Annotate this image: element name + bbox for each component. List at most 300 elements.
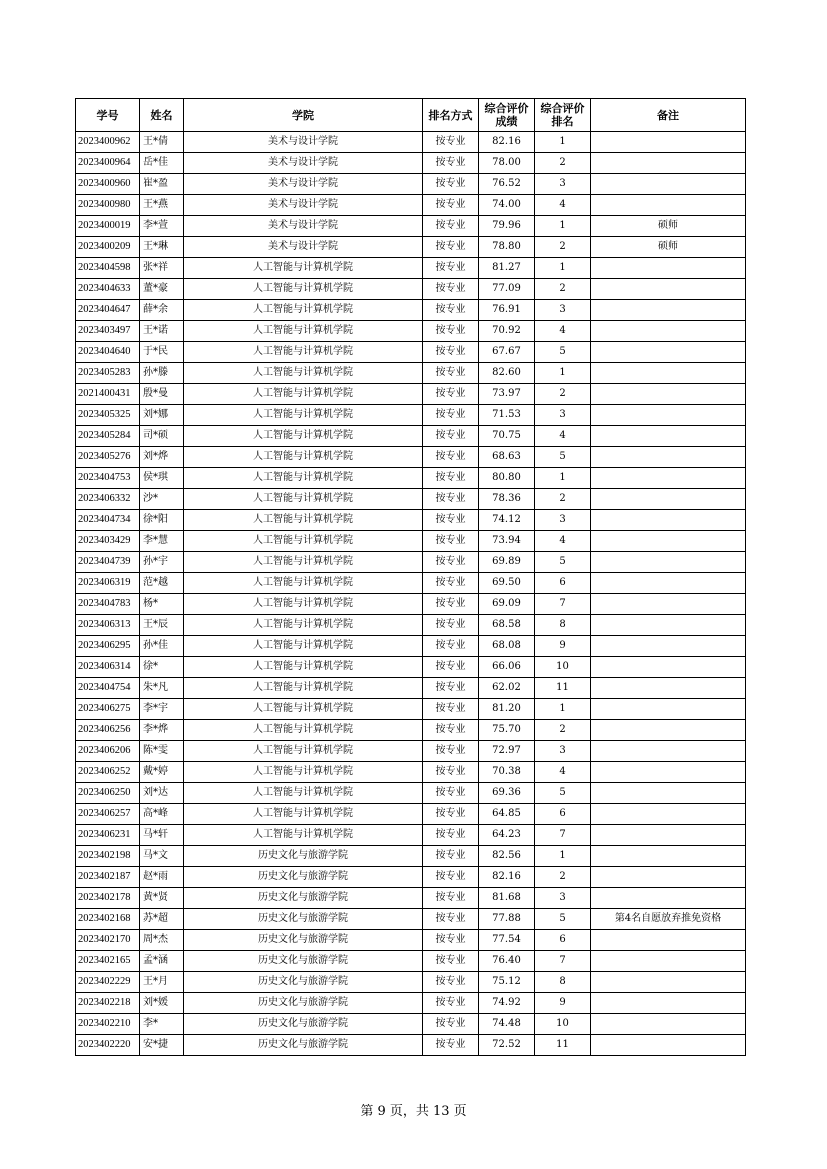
table-row (76, 699, 746, 720)
ranking-method-cell: 按专业 (423, 741, 479, 762)
college-cell: 人工智能与计算机学院 (184, 426, 423, 447)
student-id-cell: 2023400980 (76, 195, 140, 216)
student-id-cell: 2023402168 (76, 909, 140, 930)
remarks-cell (591, 510, 746, 531)
rank-cell: 1 (535, 468, 591, 489)
score-cell: 78.36 (479, 489, 535, 510)
student-id-cell: 2023400964 (76, 153, 140, 174)
student-name-cell: 岳*佳 (140, 153, 184, 174)
student-name-cell: 侯*琪 (140, 468, 184, 489)
rank-cell: 6 (535, 573, 591, 594)
ranking-method-cell: 按专业 (423, 825, 479, 846)
student-name-cell: 朱*凡 (140, 678, 184, 699)
rank-cell: 3 (535, 405, 591, 426)
college-cell: 历史文化与旅游学院 (184, 909, 423, 930)
score-cell: 68.58 (479, 615, 535, 636)
ranking-method-cell: 按专业 (423, 993, 479, 1014)
table-row (76, 300, 746, 321)
college-cell: 人工智能与计算机学院 (184, 405, 423, 426)
ranking-method-cell: 按专业 (423, 195, 479, 216)
score-cell: 74.92 (479, 993, 535, 1014)
student-name-cell: 董*豪 (140, 279, 184, 300)
table-row (76, 174, 746, 195)
student-name-cell: 王*诺 (140, 321, 184, 342)
student-name-cell: 刘*烨 (140, 447, 184, 468)
college-cell: 历史文化与旅游学院 (184, 846, 423, 867)
table-row (76, 615, 746, 636)
remarks-cell (591, 741, 746, 762)
table-row (76, 363, 746, 384)
student-id-cell: 2023402187 (76, 867, 140, 888)
student-id-cell: 2023406231 (76, 825, 140, 846)
student-name-cell: 徐*阳 (140, 510, 184, 531)
header-remarks: 备注 (591, 99, 746, 132)
ranking-method-cell: 按专业 (423, 363, 479, 384)
score-cell: 82.56 (479, 846, 535, 867)
remarks-cell (591, 447, 746, 468)
rank-cell: 5 (535, 447, 591, 468)
college-cell: 人工智能与计算机学院 (184, 699, 423, 720)
score-cell: 73.94 (479, 531, 535, 552)
college-cell: 美术与设计学院 (184, 195, 423, 216)
rank-cell: 6 (535, 804, 591, 825)
student-name-cell: 高*峰 (140, 804, 184, 825)
college-cell: 人工智能与计算机学院 (184, 363, 423, 384)
student-name-cell: 戴*婷 (140, 762, 184, 783)
ranking-method-cell: 按专业 (423, 615, 479, 636)
student-id-cell: 2023402178 (76, 888, 140, 909)
college-cell: 人工智能与计算机学院 (184, 657, 423, 678)
rank-cell: 5 (535, 342, 591, 363)
score-cell: 73.97 (479, 384, 535, 405)
ranking-method-cell: 按专业 (423, 300, 479, 321)
header-student-id: 学号 (76, 99, 140, 132)
rank-cell: 9 (535, 993, 591, 1014)
remarks-cell (591, 321, 746, 342)
remarks-cell: 硕师 (591, 237, 746, 258)
student-name-cell: 马*轩 (140, 825, 184, 846)
college-cell: 人工智能与计算机学院 (184, 321, 423, 342)
student-id-cell: 2023406250 (76, 783, 140, 804)
student-id-cell: 2023403497 (76, 321, 140, 342)
student-id-cell: 2023404754 (76, 678, 140, 699)
score-cell: 82.16 (479, 867, 535, 888)
table-row (76, 762, 746, 783)
college-cell: 美术与设计学院 (184, 174, 423, 195)
ranking-method-cell: 按专业 (423, 384, 479, 405)
remarks-cell (591, 279, 746, 300)
table-row (76, 783, 746, 804)
rank-cell: 1 (535, 258, 591, 279)
table-row (76, 657, 746, 678)
student-id-cell: 2021400431 (76, 384, 140, 405)
table-row (76, 384, 746, 405)
student-id-cell: 2023402210 (76, 1014, 140, 1035)
college-cell: 人工智能与计算机学院 (184, 783, 423, 804)
table-row (76, 195, 746, 216)
rank-cell: 7 (535, 825, 591, 846)
table-row (76, 1014, 746, 1035)
college-cell: 人工智能与计算机学院 (184, 300, 423, 321)
rank-cell: 8 (535, 615, 591, 636)
college-cell: 历史文化与旅游学院 (184, 993, 423, 1014)
rank-cell: 2 (535, 237, 591, 258)
remarks-cell (591, 804, 746, 825)
student-name-cell: 崔*盈 (140, 174, 184, 195)
ranking-method-cell: 按专业 (423, 405, 479, 426)
student-id-cell: 2023406257 (76, 804, 140, 825)
score-cell: 70.38 (479, 762, 535, 783)
college-cell: 人工智能与计算机学院 (184, 489, 423, 510)
rank-cell: 7 (535, 951, 591, 972)
student-name-cell: 王*燕 (140, 195, 184, 216)
header-score: 综合评价 成绩 (479, 99, 535, 132)
ranking-method-cell: 按专业 (423, 846, 479, 867)
student-id-cell: 2023404598 (76, 258, 140, 279)
college-cell: 人工智能与计算机学院 (184, 279, 423, 300)
student-name-cell: 王*月 (140, 972, 184, 993)
score-cell: 70.92 (479, 321, 535, 342)
ranking-method-cell: 按专业 (423, 972, 479, 993)
rank-cell: 5 (535, 783, 591, 804)
student-id-cell: 2023402165 (76, 951, 140, 972)
score-cell: 74.00 (479, 195, 535, 216)
table-row (76, 279, 746, 300)
table-row (76, 405, 746, 426)
score-cell: 64.85 (479, 804, 535, 825)
remarks-cell (591, 531, 746, 552)
header-name: 姓名 (140, 99, 184, 132)
remarks-cell (591, 657, 746, 678)
table-body (76, 132, 746, 1056)
ranking-method-cell: 按专业 (423, 552, 479, 573)
score-cell: 66.06 (479, 657, 535, 678)
ranking-method-cell: 按专业 (423, 216, 479, 237)
remarks-cell: 第4名自愿放弃推免资格 (591, 909, 746, 930)
college-cell: 历史文化与旅游学院 (184, 1014, 423, 1035)
page-footer: 第 9 页，共 13 页 (360, 1104, 467, 1119)
rank-cell: 7 (535, 594, 591, 615)
student-name-cell: 孟*涵 (140, 951, 184, 972)
student-name-cell: 司*硕 (140, 426, 184, 447)
score-cell: 81.20 (479, 699, 535, 720)
ranking-method-cell: 按专业 (423, 783, 479, 804)
score-cell: 62.02 (479, 678, 535, 699)
score-cell: 77.88 (479, 909, 535, 930)
student-id-cell: 2023404739 (76, 552, 140, 573)
table-row (76, 153, 746, 174)
student-name-cell: 沙* (140, 489, 184, 510)
rank-cell: 2 (535, 384, 591, 405)
remarks-cell (591, 405, 746, 426)
table-row (76, 531, 746, 552)
remarks-cell (591, 132, 746, 153)
remarks-cell (591, 384, 746, 405)
student-id-cell: 2023400019 (76, 216, 140, 237)
remarks-cell (591, 426, 746, 447)
score-cell: 69.89 (479, 552, 535, 573)
score-cell: 82.60 (479, 363, 535, 384)
student-id-cell: 2023404640 (76, 342, 140, 363)
ranking-method-cell: 按专业 (423, 951, 479, 972)
rank-cell: 1 (535, 216, 591, 237)
college-cell: 历史文化与旅游学院 (184, 930, 423, 951)
student-name-cell: 李*烨 (140, 720, 184, 741)
student-name-cell: 安*捷 (140, 1035, 184, 1056)
rank-cell: 1 (535, 132, 591, 153)
college-cell: 历史文化与旅游学院 (184, 867, 423, 888)
table-row (76, 951, 746, 972)
remarks-cell (591, 762, 746, 783)
rank-cell: 3 (535, 741, 591, 762)
remarks-cell (591, 867, 746, 888)
student-id-cell: 2023405284 (76, 426, 140, 447)
remarks-cell (591, 573, 746, 594)
rank-cell: 4 (535, 321, 591, 342)
college-cell: 美术与设计学院 (184, 153, 423, 174)
student-name-cell: 刘*媛 (140, 993, 184, 1014)
student-name-cell: 范*越 (140, 573, 184, 594)
college-cell: 人工智能与计算机学院 (184, 468, 423, 489)
ranking-method-cell: 按专业 (423, 1014, 479, 1035)
college-cell: 历史文化与旅游学院 (184, 1035, 423, 1056)
score-cell: 72.52 (479, 1035, 535, 1056)
table-row (76, 237, 746, 258)
student-name-cell: 李*萱 (140, 216, 184, 237)
table-row (76, 867, 746, 888)
student-name-cell: 张*祥 (140, 258, 184, 279)
remarks-cell (591, 930, 746, 951)
remarks-cell (591, 951, 746, 972)
table-row (76, 489, 746, 510)
ranking-method-cell: 按专业 (423, 804, 479, 825)
ranking-method-cell: 按专业 (423, 489, 479, 510)
ranking-method-cell: 按专业 (423, 888, 479, 909)
student-id-cell: 2023404633 (76, 279, 140, 300)
rank-cell: 4 (535, 531, 591, 552)
student-name-cell: 马*文 (140, 846, 184, 867)
table-row (76, 426, 746, 447)
student-id-cell: 2023402218 (76, 993, 140, 1014)
rank-cell: 9 (535, 636, 591, 657)
remarks-cell (591, 888, 746, 909)
ranking-method-cell: 按专业 (423, 594, 479, 615)
table-row (76, 321, 746, 342)
student-id-cell: 2023400960 (76, 174, 140, 195)
header-college: 学院 (184, 99, 423, 132)
header-ranking-method: 排名方式 (423, 99, 479, 132)
student-id-cell: 2023405276 (76, 447, 140, 468)
rank-cell: 3 (535, 888, 591, 909)
ranking-method-cell: 按专业 (423, 678, 479, 699)
student-id-cell: 2023400962 (76, 132, 140, 153)
rank-cell: 1 (535, 699, 591, 720)
ranking-method-cell: 按专业 (423, 531, 479, 552)
rank-cell: 8 (535, 972, 591, 993)
remarks-cell (591, 846, 746, 867)
ranking-method-cell: 按专业 (423, 468, 479, 489)
score-cell: 79.96 (479, 216, 535, 237)
rank-cell: 2 (535, 489, 591, 510)
ranking-method-cell: 按专业 (423, 258, 479, 279)
ranking-method-cell: 按专业 (423, 930, 479, 951)
rank-cell: 3 (535, 510, 591, 531)
student-name-cell: 杨* (140, 594, 184, 615)
remarks-cell (591, 615, 746, 636)
ranking-method-cell: 按专业 (423, 636, 479, 657)
student-id-cell: 2023404783 (76, 594, 140, 615)
table-row (76, 930, 746, 951)
student-id-cell: 2023406256 (76, 720, 140, 741)
student-name-cell: 李*慧 (140, 531, 184, 552)
college-cell: 人工智能与计算机学院 (184, 720, 423, 741)
college-cell: 人工智能与计算机学院 (184, 384, 423, 405)
score-cell: 68.63 (479, 447, 535, 468)
student-id-cell: 2023400209 (76, 237, 140, 258)
rank-cell: 2 (535, 720, 591, 741)
remarks-cell (591, 195, 746, 216)
score-cell: 82.16 (479, 132, 535, 153)
table-row (76, 993, 746, 1014)
ranking-method-cell: 按专业 (423, 909, 479, 930)
rank-cell: 6 (535, 930, 591, 951)
remarks-cell (591, 552, 746, 573)
ranking-method-cell: 按专业 (423, 153, 479, 174)
ranking-method-cell: 按专业 (423, 426, 479, 447)
remarks-cell (591, 300, 746, 321)
student-id-cell: 2023406295 (76, 636, 140, 657)
remarks-cell (591, 720, 746, 741)
student-id-cell: 2023403429 (76, 531, 140, 552)
ranking-method-cell: 按专业 (423, 342, 479, 363)
score-cell: 68.08 (479, 636, 535, 657)
college-cell: 美术与设计学院 (184, 132, 423, 153)
ranking-method-cell: 按专业 (423, 657, 479, 678)
college-cell: 人工智能与计算机学院 (184, 258, 423, 279)
remarks-cell (591, 153, 746, 174)
remarks-cell (591, 342, 746, 363)
rank-cell: 2 (535, 867, 591, 888)
rank-cell: 10 (535, 657, 591, 678)
ranking-method-cell: 按专业 (423, 132, 479, 153)
score-cell: 76.52 (479, 174, 535, 195)
student-name-cell: 李*宇 (140, 699, 184, 720)
student-id-cell: 2023406252 (76, 762, 140, 783)
table-row (76, 216, 746, 237)
table-row (76, 594, 746, 615)
rank-cell: 5 (535, 909, 591, 930)
table-header-row (76, 99, 746, 132)
student-name-cell: 孙*宇 (140, 552, 184, 573)
score-cell: 78.80 (479, 237, 535, 258)
remarks-cell (591, 825, 746, 846)
student-id-cell: 2023404753 (76, 468, 140, 489)
student-id-cell: 2023402170 (76, 930, 140, 951)
table-row (76, 342, 746, 363)
remarks-cell (591, 258, 746, 279)
table-row (76, 909, 746, 930)
score-cell: 75.12 (479, 972, 535, 993)
table-row (76, 552, 746, 573)
rank-cell: 1 (535, 363, 591, 384)
student-name-cell: 徐* (140, 657, 184, 678)
student-id-cell: 2023405283 (76, 363, 140, 384)
table-row (76, 132, 746, 153)
ranking-method-cell: 按专业 (423, 762, 479, 783)
college-cell: 人工智能与计算机学院 (184, 552, 423, 573)
student-name-cell: 王*琳 (140, 237, 184, 258)
score-cell: 71.53 (479, 405, 535, 426)
table-row (76, 972, 746, 993)
student-name-cell: 陈*雯 (140, 741, 184, 762)
table-row (76, 258, 746, 279)
student-id-cell: 2023402220 (76, 1035, 140, 1056)
ranking-method-cell: 按专业 (423, 237, 479, 258)
score-cell: 78.00 (479, 153, 535, 174)
remarks-cell (591, 174, 746, 195)
score-cell: 81.27 (479, 258, 535, 279)
table-row (76, 468, 746, 489)
student-id-cell: 2023402229 (76, 972, 140, 993)
remarks-cell (591, 993, 746, 1014)
score-cell: 76.40 (479, 951, 535, 972)
remarks-cell (591, 1035, 746, 1056)
student-name-cell: 王*倩 (140, 132, 184, 153)
college-cell: 历史文化与旅游学院 (184, 972, 423, 993)
ranking-method-cell: 按专业 (423, 867, 479, 888)
student-name-cell: 王*辰 (140, 615, 184, 636)
remarks-cell (591, 594, 746, 615)
college-cell: 人工智能与计算机学院 (184, 762, 423, 783)
student-name-cell: 赵*雨 (140, 867, 184, 888)
college-cell: 人工智能与计算机学院 (184, 804, 423, 825)
student-id-cell: 2023404647 (76, 300, 140, 321)
score-cell: 64.23 (479, 825, 535, 846)
rank-cell: 11 (535, 678, 591, 699)
student-name-cell: 于*民 (140, 342, 184, 363)
score-cell: 77.09 (479, 279, 535, 300)
student-id-cell: 2023406319 (76, 573, 140, 594)
college-cell: 人工智能与计算机学院 (184, 615, 423, 636)
score-cell: 74.48 (479, 1014, 535, 1035)
student-name-cell: 薛*余 (140, 300, 184, 321)
score-cell: 72.97 (479, 741, 535, 762)
remarks-cell: 硕师 (591, 216, 746, 237)
table-row (76, 678, 746, 699)
college-cell: 人工智能与计算机学院 (184, 741, 423, 762)
remarks-cell (591, 468, 746, 489)
ranking-method-cell: 按专业 (423, 447, 479, 468)
table-row (76, 573, 746, 594)
rank-cell: 4 (535, 762, 591, 783)
remarks-cell (591, 678, 746, 699)
student-id-cell: 2023405325 (76, 405, 140, 426)
header-rank: 综合评价 排名 (535, 99, 591, 132)
score-cell: 80.80 (479, 468, 535, 489)
ranking-method-cell: 按专业 (423, 510, 479, 531)
student-id-cell: 2023402198 (76, 846, 140, 867)
score-cell: 69.09 (479, 594, 535, 615)
rank-cell: 3 (535, 300, 591, 321)
rank-cell: 1 (535, 846, 591, 867)
student-name-cell: 孙*佳 (140, 636, 184, 657)
ranking-method-cell: 按专业 (423, 174, 479, 195)
student-id-cell: 2023404734 (76, 510, 140, 531)
student-name-cell: 周*杰 (140, 930, 184, 951)
college-cell: 人工智能与计算机学院 (184, 573, 423, 594)
rank-cell: 2 (535, 279, 591, 300)
table-row (76, 510, 746, 531)
